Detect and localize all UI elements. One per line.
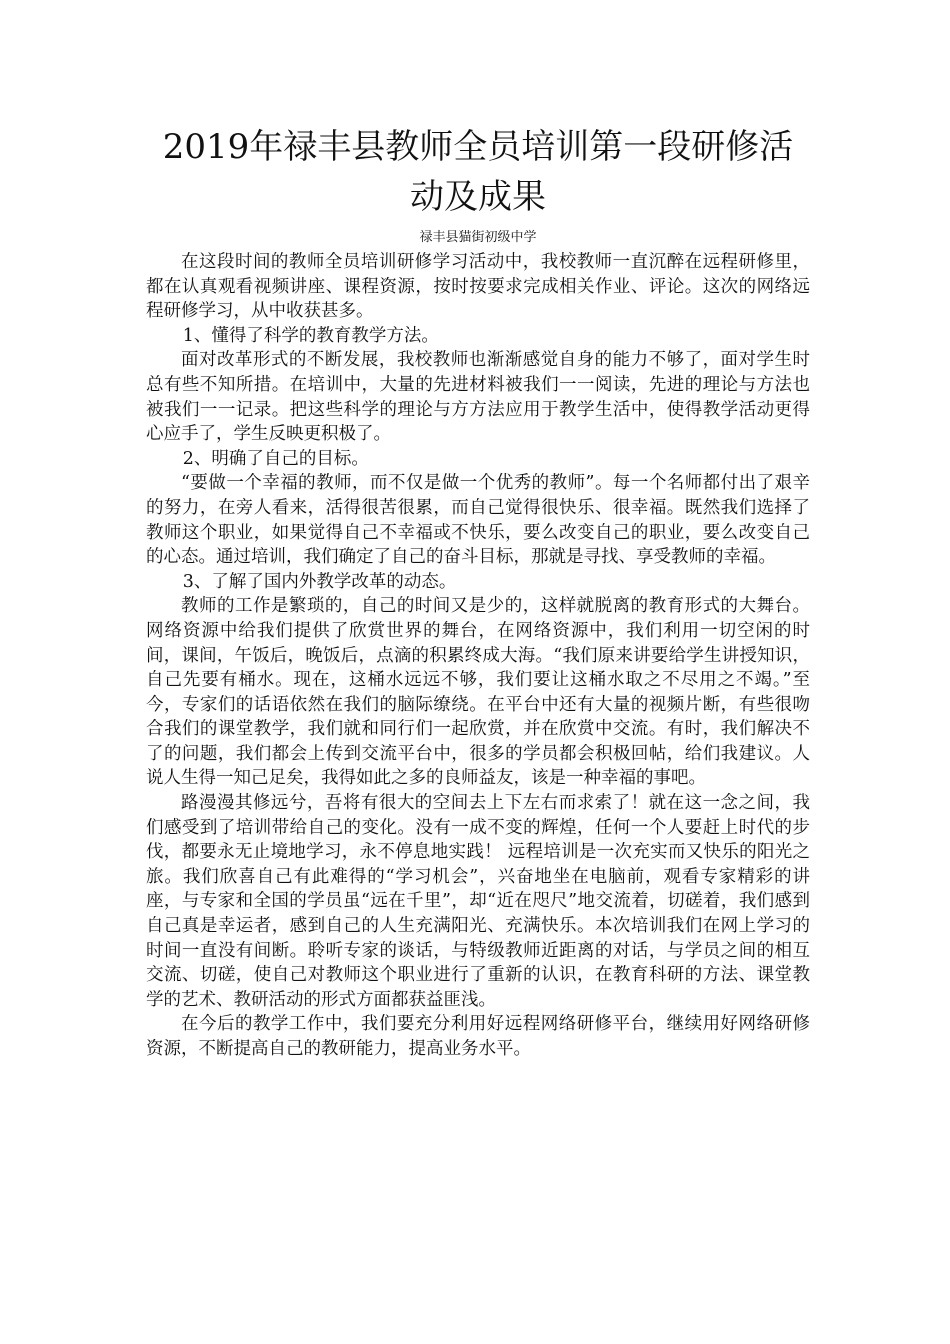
section-heading-2: 2、明确了自己的目标。 [182, 448, 369, 469]
paragraph-section-2: “要做一个幸福的教师，而不仅是做一个优秀的教师”。每一个名师都付出了艰辛的努力，在旁人看来，活得很苦很累，而自己觉得很快乐、很幸福。既然我们选择了教师这个职业，如果觉得自己不幸福或不快乐，要么改变自己的职业，要么改变自己的心态。通过培训，我们确定了自己的奋斗目标，那就是寻找、享受教师的幸福。 [146, 473, 810, 568]
document-body [146, 250, 810, 1062]
document-author: 禄丰县猫街初级中学 [419, 230, 537, 245]
paragraph-conclusion: 在今后的教学工作中，我们要充分利用好远程网络研修平台，继续用好网络研修资源，不断提高自己的教研能力，提高业务水平。 [146, 1014, 810, 1059]
section-heading-3: 3、了解了国内外教学改革的动态。 [182, 571, 457, 592]
paragraph-section-3: 教师的工作是繁琐的，自己的时间又是少的，这样就脱离的教育形式的大舞台。网络资源中给我们提供了欣赏世界的舞台，在网络资源中，我们利用一切空闲的时间，课间，午饭后，晚饭后，点滴的积累终成大海。“我们原来讲要给学生讲授知识，自己先要有桶水。现在，这桶水远远不够，我们要让这桶水取之不尽用之不竭。”至今，专家们的话语依然在我们的脑际缭绕。在平台中还有大量的视频片断，有些很吻合我们的课堂教学，我们就和同行们一起欣赏，并在欣赏中交流。有时，我们解决不了的问题，我们都会上传到交流平台中，很多的学员都会积极回帖，给们我建议。人说人生得一知己足矣，我得如此之多的良师益友，该是一种幸福的事吧。 [146, 596, 810, 789]
section-heading-1: 1、懂得了科学的教育教学方法。 [182, 325, 439, 346]
paragraph-reflection: 路漫漫其修远兮，吾将有很大的空间去上下左右而求索了！就在这一念之间，我们感受到了培训带给自己的变化。没有一成不变的辉煌，任何一个人要赶上时代的步伐，都要永无止境地学习，永不停息地实践！ 远程培训是一次充实而又快乐的阳光之旅。我们欣喜自己有此难得的“学习机会”，兴奋地坐在电脑前，观看专家精彩的讲座，与专家和全国的学员虽“远在千里”，却“近在咫尺”地交流着，切磋着，我们感到自己真是幸运者，感到自己的人生充满阳光、充满快乐。本次培训我们在网上学习的时间一直没有间断。聆听专家的谈话，与特级教师近距离的对话，与学员之间的相互交流、切磋，使自己对教师这个职业进行了重新的认识，在教育科研的方法、课堂教学的艺术、教研活动的形式方面都获益匪浅。 [146, 793, 810, 1010]
paragraph-intro: 在这段时间的教师全员培训研修学习活动中，我校教师一直沉醉在远程研修里，都在认真观看视频讲座、课程资源，按时按要求完成相关作业、评论。这次的网络远程研修学习，从中收获甚多。 [146, 252, 810, 322]
document-title: 2019年禄丰县教师全员培训第一段研修活动及成果 [162, 127, 794, 217]
paragraph-section-1: 面对改革形式的不断发展，我校教师也渐渐感觉自身的能力不够了，面对学生时总有些不知所措。在培训中，大量的先进材料被我们一一阅读，先进的理论与方法也被我们一一记录。把这些科学的理论与方方法应用于教学生活中，使得教学活动更得心应手了，学生反映更积极了。 [146, 350, 810, 445]
document-page [146, 122, 810, 1062]
